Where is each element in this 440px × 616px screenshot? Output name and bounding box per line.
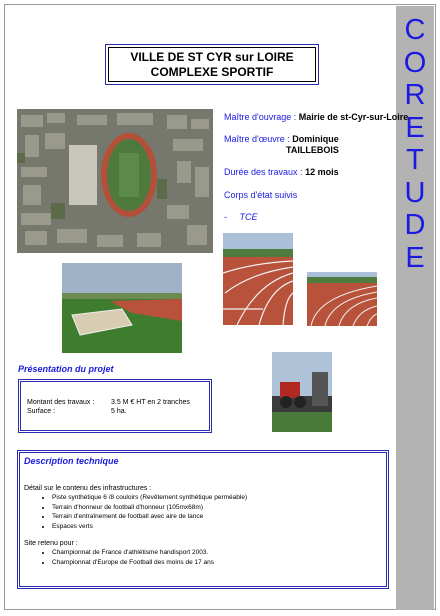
sidebar-letter: E: [405, 111, 425, 144]
list-item: • Terrain d'honneur de football d'honneur (105mx68m): [52, 503, 380, 513]
montant-label: Montant des travaux :: [27, 399, 95, 406]
sidebar-letter: O: [403, 46, 427, 79]
list-item: • Championnat d'Europe de Football des moins de 17 ans: [52, 558, 380, 568]
oeuvre-value-2: TAILLEBOIS: [286, 145, 339, 155]
ouvrage-label: Maître d'ouvrage :: [224, 112, 297, 122]
description-content: [24, 484, 380, 567]
corps-item-bullet: -: [224, 212, 227, 222]
surface-label: Surface :: [27, 408, 56, 415]
track-photo-2: [307, 272, 377, 326]
info-corps: [224, 190, 297, 201]
ouvrage-value: Mairie de st-Cyr-sur-Loire: [298, 112, 409, 122]
detail-list: [24, 493, 380, 531]
presentation-heading: Présentation du projet: [18, 364, 114, 374]
tractor-photo: [272, 352, 332, 432]
oeuvre-label: Maître d'œuvre :: [224, 134, 290, 144]
description-heading: Description technique: [24, 456, 119, 466]
aerial-photo: [17, 109, 213, 253]
list-item: • Championnat de France d'athlétisme handisport 2003.: [52, 548, 380, 558]
title-line-1: VILLE DE ST CYR sur LOIRE: [130, 50, 294, 64]
sidebar-brand: [396, 6, 434, 610]
track-photo-2-graphic: [307, 272, 377, 326]
presentation-box: [20, 381, 210, 431]
corps-item: TCE: [239, 212, 258, 222]
field-photo-graphic: [62, 263, 182, 353]
title-line-2: COMPLEXE SPORTIF: [150, 65, 274, 79]
detail-intro: Détail sur le contenu des infrastructures :: [24, 485, 152, 492]
info-oeuvre: [224, 134, 339, 156]
sidebar-letter: R: [404, 79, 426, 111]
list-item: • Terrain d'entraînement de football avec aire de lance: [52, 512, 380, 522]
tractor-photo-graphic: [272, 352, 332, 432]
sidebar-letter: U: [404, 176, 426, 209]
track-photo-1-graphic: [223, 233, 293, 325]
sidebar-letter: C: [404, 14, 426, 46]
duree-label: Durée des travaux :: [224, 167, 303, 177]
aerial-photo-graphic: [17, 109, 213, 253]
montant-value: 3.5 M € HT en 2 tranches: [111, 399, 190, 406]
list-item: • Piste synthétique 6 /8 couloirs (Revêtement synthétique perméable): [52, 493, 380, 503]
track-photo-1: [223, 233, 293, 325]
sidebar-letter: T: [406, 144, 424, 176]
description-box: [19, 452, 387, 587]
site-intro: Site retenu pour :: [24, 540, 78, 547]
info-corps-item: [224, 212, 258, 223]
duree-value: 12 mois: [305, 167, 339, 177]
oeuvre-value-1: Dominique: [292, 134, 339, 144]
sidebar-letter: E: [405, 241, 425, 274]
info-duree: [224, 167, 339, 178]
page-title: [108, 47, 316, 82]
list-item: • Espaces verts: [52, 522, 380, 532]
site-list: [24, 548, 380, 567]
corps-label: Corps d'état suivis: [224, 190, 298, 200]
info-ouvrage: [224, 112, 408, 123]
surface-value: 5 ha.: [111, 408, 127, 415]
sidebar-letter: D: [404, 209, 426, 241]
sidebar-letters: [396, 14, 434, 274]
field-photo: [62, 263, 182, 353]
